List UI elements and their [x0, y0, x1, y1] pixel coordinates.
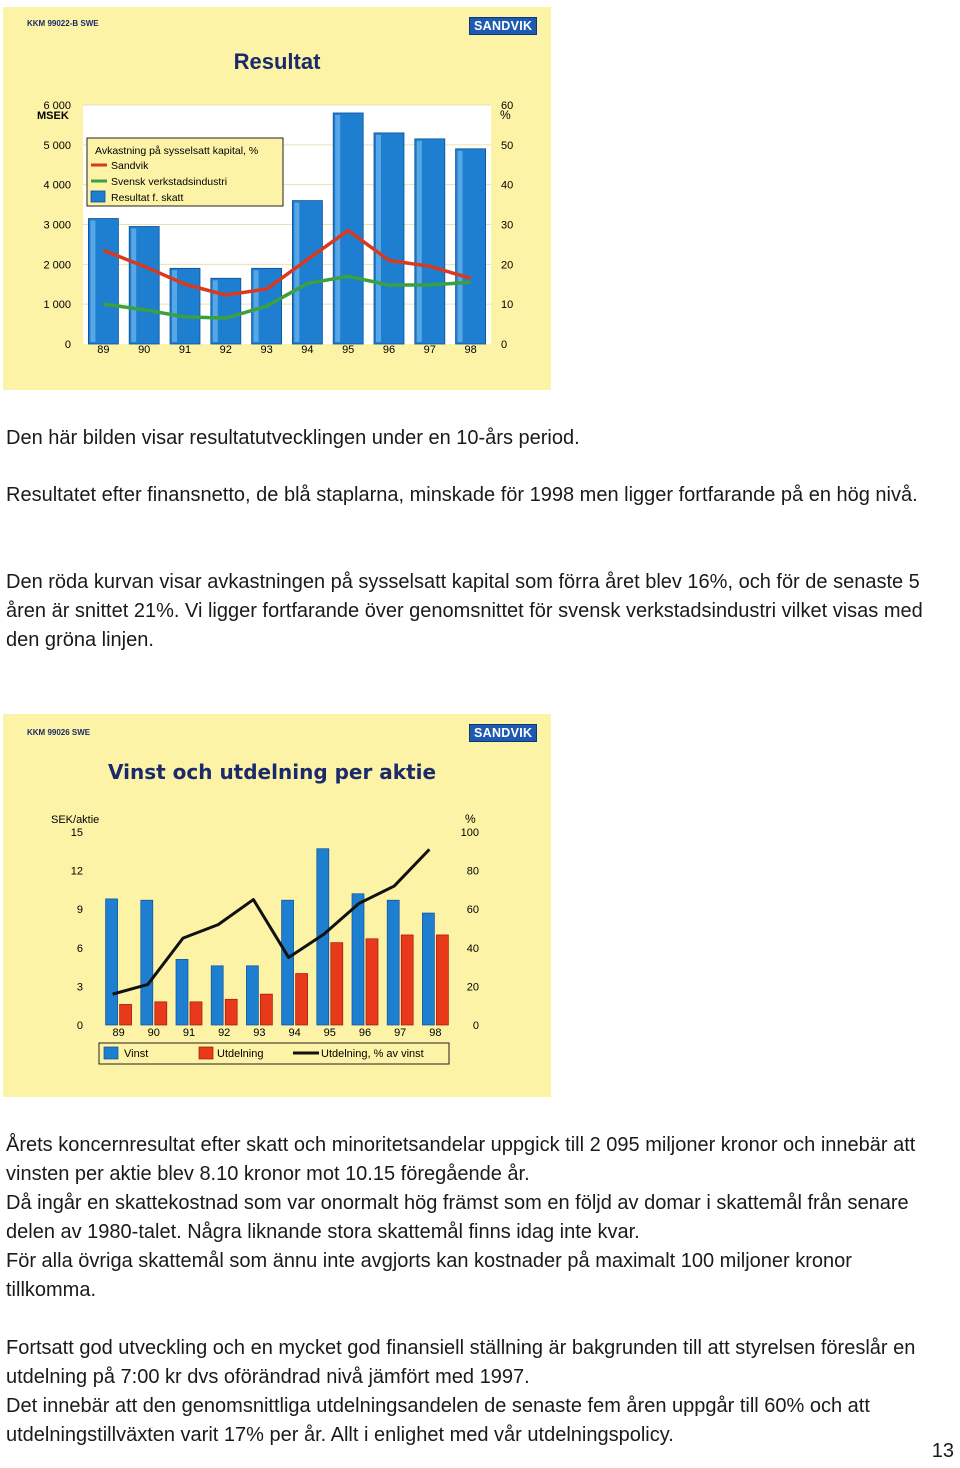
- bar-vinst: [352, 894, 364, 1025]
- paragraph: Fortsatt god utveckling och en mycket god finansiell ställning är bakgrunden till att styrelsen föreslår en utdelning på 7:00 kr dvs oförändrad nivå jämfört med 1997.: [6, 1337, 916, 1388]
- left-tick-label: 6 000: [43, 100, 71, 112]
- left-tick-label: 5 000: [43, 139, 71, 152]
- slide-title: Resultat: [233, 49, 321, 74]
- left-tick-label: 2 000: [43, 259, 71, 272]
- page-number: 13: [931, 1440, 954, 1462]
- right-tick-label: 30: [501, 219, 514, 232]
- x-tick-label: 93: [260, 344, 273, 356]
- slide-title: Vinst och utdelning per aktie: [108, 760, 437, 784]
- left-tick-label: 15: [70, 827, 83, 839]
- right-tick-label: 60: [501, 100, 514, 112]
- right-tick-label: 40: [466, 942, 479, 955]
- legend-label: Svensk verkstadsindustri: [111, 176, 228, 188]
- legend-swatch-vinst: [104, 1047, 118, 1059]
- bar-utdelning: [155, 1002, 167, 1025]
- right-tick-label: 100: [460, 827, 479, 839]
- paragraph: Då ingår en skattekostnad som var onormalt hög främst som en följd av domar i skattemål från senare delen av 1980-talet. Några liknande stora skattemål finns idag inte kvar.: [6, 1192, 909, 1243]
- left-tick-label: 4 000: [43, 179, 71, 192]
- bar-utdelning: [436, 935, 448, 1025]
- bar-vinst: [422, 913, 434, 1025]
- line-utdelning-pct: [113, 849, 430, 994]
- right-axis-label: %: [500, 108, 511, 122]
- right-tick-label: 20: [501, 259, 514, 272]
- right-tick-label: 80: [466, 865, 479, 878]
- bar-utdelning: [366, 939, 378, 1025]
- slide-vinst-utdelning: [3, 714, 551, 1097]
- right-tick-label: 20: [466, 981, 479, 994]
- x-tick-label: 96: [358, 1027, 372, 1039]
- legend-swatch-bar: [91, 191, 105, 202]
- x-tick-label: 92: [218, 1027, 231, 1039]
- bar-highlight: [335, 115, 340, 342]
- slide-code: KKM 99026 SWE: [27, 728, 91, 737]
- bar-highlight: [417, 141, 422, 342]
- x-tick-label: 94: [288, 1027, 301, 1039]
- bar-vinst: [387, 900, 399, 1025]
- x-tick-label: 95: [323, 1027, 336, 1039]
- paragraph: Årets koncernresultat efter skatt och minoritetsandelar uppgick till 2 095 miljoner kronor och innebär att vinsten per aktie blev 8.10 kronor mot 10.15 föregående år.: [6, 1134, 916, 1185]
- bar-utdelning: [190, 1002, 202, 1025]
- left-axis-label: SEK/aktie: [51, 814, 100, 826]
- bar-utdelning: [260, 994, 272, 1025]
- x-tick-label: 89: [112, 1027, 125, 1039]
- bar-highlight: [458, 151, 463, 342]
- paragraph: Resultatet efter finansnetto, de blå staplarna, minskade för 1998 men ligger fortfarande på en hög nivå.: [6, 484, 918, 506]
- left-tick-label: 0: [64, 339, 71, 351]
- bar-utdelning: [120, 1004, 132, 1025]
- left-axis-label: MSEK: [37, 110, 69, 122]
- left-tick-label: 3: [76, 981, 83, 994]
- x-tick-label: 91: [182, 1027, 196, 1039]
- x-tick-label: 93: [253, 1027, 266, 1039]
- bar-vinst: [246, 966, 258, 1025]
- bar-highlight: [376, 135, 381, 342]
- bar-vinst: [211, 966, 223, 1025]
- vinst-utdelning-chart: [3, 714, 551, 1097]
- slide-resultat: [3, 7, 551, 390]
- bar-utdelning: [331, 943, 343, 1025]
- left-tick-label: 12: [70, 865, 83, 878]
- paragraph: Den röda kurvan visar avkastningen på sysselsatt kapital som förra året blev 16%, och för de senaste 5 åren är snittet 21%. Vi ligger fortfarande över genomsnittet för svensk verkstadsindustri vilket visas med den gröna linjen.: [6, 571, 923, 651]
- right-tick-label: 0: [501, 339, 508, 351]
- legend-label: Sandvik: [111, 160, 149, 172]
- legend-label: Utdelning: [217, 1048, 264, 1060]
- x-tick-label: 98: [429, 1027, 442, 1039]
- left-tick-label: 0: [76, 1020, 83, 1032]
- legend-label: Resultat f. skatt: [111, 192, 184, 204]
- left-tick-label: 1 000: [43, 299, 71, 312]
- legend-label: Utdelning, % av vinst: [321, 1048, 424, 1060]
- right-tick-label: 0: [472, 1020, 479, 1032]
- paragraph: För alla övriga skattemål som ännu inte avgjorts kan kostnader på maximalt 100 miljoner kronor tillkomma.: [6, 1250, 852, 1301]
- right-tick-label: 60: [466, 904, 479, 917]
- bar-utdelning: [296, 974, 308, 1025]
- legend-swatch-utdelning: [199, 1047, 213, 1059]
- right-tick-label: 10: [501, 299, 514, 312]
- paragraph: Den här bilden visar resultatutvecklingen under en 10-års period.: [6, 427, 580, 449]
- right-axis-label: %: [465, 812, 476, 826]
- sandvik-logo: SANDVIK: [469, 17, 537, 35]
- x-tick-label: 96: [382, 344, 396, 356]
- sandvik-logo: SANDVIK: [469, 724, 537, 742]
- bar-utdelning: [401, 935, 413, 1025]
- x-tick-label: 95: [342, 344, 355, 356]
- bar-utdelning: [225, 999, 237, 1025]
- x-tick-label: 98: [464, 344, 477, 356]
- bar-vinst: [106, 899, 118, 1025]
- bar-highlight: [131, 228, 136, 342]
- left-tick-label: 9: [76, 904, 83, 917]
- bar-highlight: [90, 221, 95, 342]
- bar-vinst: [176, 959, 188, 1025]
- x-tick-label: 92: [219, 344, 232, 356]
- bar-vinst: [282, 900, 294, 1025]
- bar-highlight: [254, 270, 259, 342]
- bar-highlight: [294, 203, 299, 342]
- bar-highlight: [213, 280, 218, 342]
- x-tick-label: 90: [138, 344, 151, 356]
- x-tick-label: 89: [97, 344, 110, 356]
- x-tick-label: 97: [394, 1027, 407, 1039]
- left-tick-label: 3 000: [43, 219, 71, 232]
- legend-label: Vinst: [124, 1048, 149, 1060]
- slide-code: KKM 99022-B SWE: [27, 19, 99, 28]
- resultat-chart: [3, 7, 551, 390]
- bar-vinst: [141, 900, 153, 1025]
- x-tick-label: 97: [423, 344, 436, 356]
- right-tick-label: 40: [501, 179, 514, 192]
- x-tick-label: 94: [301, 344, 314, 356]
- right-tick-label: 50: [501, 139, 514, 152]
- left-tick-label: 6: [76, 942, 83, 955]
- x-tick-label: 91: [178, 344, 192, 356]
- x-tick-label: 90: [147, 1027, 160, 1039]
- paragraph: Det innebär att den genomsnittliga utdelningsandelen de senaste fem åren uppgår till 60% och att utdelningstillväxten varit 17% per år. Allt i enlighet med vår utdelningspolicy.: [6, 1395, 870, 1446]
- legend-title: Avkastning på sysselsatt kapital, %: [95, 145, 259, 157]
